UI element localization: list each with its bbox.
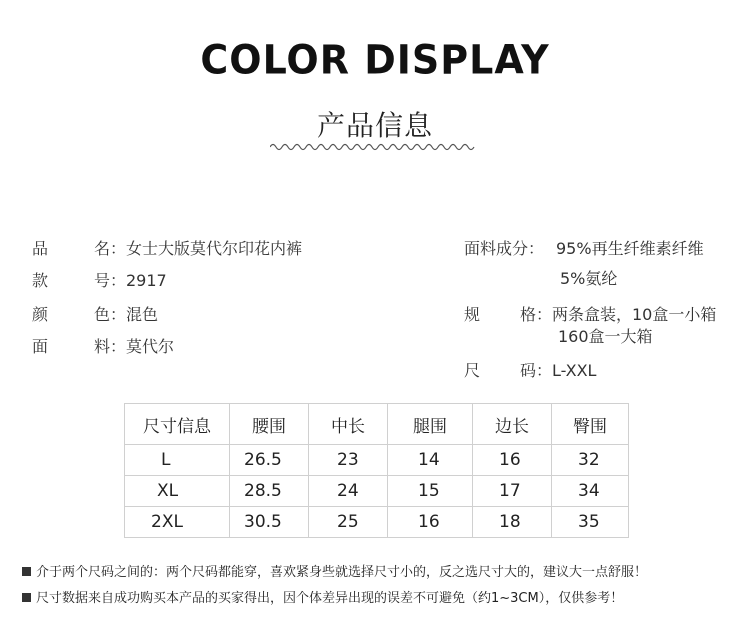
table-cell: 14 (388, 445, 473, 476)
info-row-style (32, 268, 452, 302)
table-cell: 34 (552, 476, 629, 507)
info-row-color (32, 302, 452, 334)
info-label: 颜 (32, 305, 49, 324)
note-line-2 (22, 587, 623, 606)
table-cell: 25 (309, 507, 388, 538)
note-line-1 (22, 561, 647, 580)
info-label: 面 (32, 337, 49, 356)
table-cell: 24 (309, 476, 388, 507)
spec-value: ：两条盒装，10盒一小箱 (536, 305, 717, 324)
info-value: ：混色 (110, 305, 159, 324)
table-row (125, 507, 629, 538)
size-table-header: 尺寸信息 (125, 404, 230, 445)
spec-label: 规 (464, 305, 481, 324)
table-cell: 16 (388, 507, 473, 538)
table-cell: 23 (309, 445, 388, 476)
size-table-header: 臀围 (552, 404, 629, 445)
size-value: ：L-XXL (536, 361, 597, 380)
fabric-value: 95%再生纤维素纤维 (556, 239, 704, 258)
table-row (125, 476, 629, 507)
square-bullet-icon (22, 567, 31, 576)
product-info-right (464, 236, 748, 386)
product-info-left (32, 236, 452, 366)
table-cell: 18 (473, 507, 552, 538)
table-cell: 30.5 (230, 507, 309, 538)
table-cell-size: XL (125, 476, 230, 507)
spec-label: 格 (520, 305, 537, 324)
info-label: 料 (94, 337, 111, 356)
table-cell-size: 2XL (125, 507, 230, 538)
size-table-header-row (125, 404, 629, 445)
size-table-header: 腰围 (230, 404, 309, 445)
fabric-label: 面料成分： (464, 239, 545, 258)
size-label: 码 (520, 361, 537, 380)
table-cell: 15 (388, 476, 473, 507)
table-cell-size: L (125, 445, 230, 476)
info-row-name (32, 236, 452, 268)
size-table-header: 边长 (473, 404, 552, 445)
info-label: 名 (94, 239, 111, 258)
spec-value-2: 160盒一大箱 (558, 327, 653, 346)
size-table-header: 腿围 (388, 404, 473, 445)
info-value: ：女士大版莫代尔印花内裤 (110, 239, 303, 258)
square-bullet-icon (22, 593, 31, 602)
size-label: 尺 (464, 361, 481, 380)
info-label: 号 (94, 271, 111, 290)
info-row-material (32, 334, 452, 366)
table-cell: 16 (473, 445, 552, 476)
table-row (125, 445, 629, 476)
table-cell: 32 (552, 445, 629, 476)
size-table-header: 中长 (309, 404, 388, 445)
info-label: 品 (32, 239, 49, 258)
note-text: 尺寸数据来自成功购买本产品的买家得出，因个体差异出现的误差不可避免（约1~3CM），仅供参考！ (36, 591, 624, 606)
wavy-divider (270, 142, 475, 152)
info-label: 款 (32, 271, 49, 290)
section-title-english: COLOR DISPLAY (200, 36, 550, 84)
section-title-chinese: 产品信息 (316, 109, 433, 142)
table-cell: 28.5 (230, 476, 309, 507)
table-cell: 26.5 (230, 445, 309, 476)
note-text: 介于两个尺码之间的：两个尺码都能穿，喜欢紧身些就选择尺寸小的，反之选尺寸大的，建议大一点舒服！ (36, 565, 648, 580)
info-value: ：2917 (110, 271, 167, 290)
fabric-value-2: 5%氨纶 (560, 269, 618, 288)
table-cell: 35 (552, 507, 629, 538)
size-table (124, 403, 629, 538)
info-value: ：莫代尔 (110, 337, 175, 356)
info-label: 色 (94, 305, 111, 324)
table-cell: 17 (473, 476, 552, 507)
